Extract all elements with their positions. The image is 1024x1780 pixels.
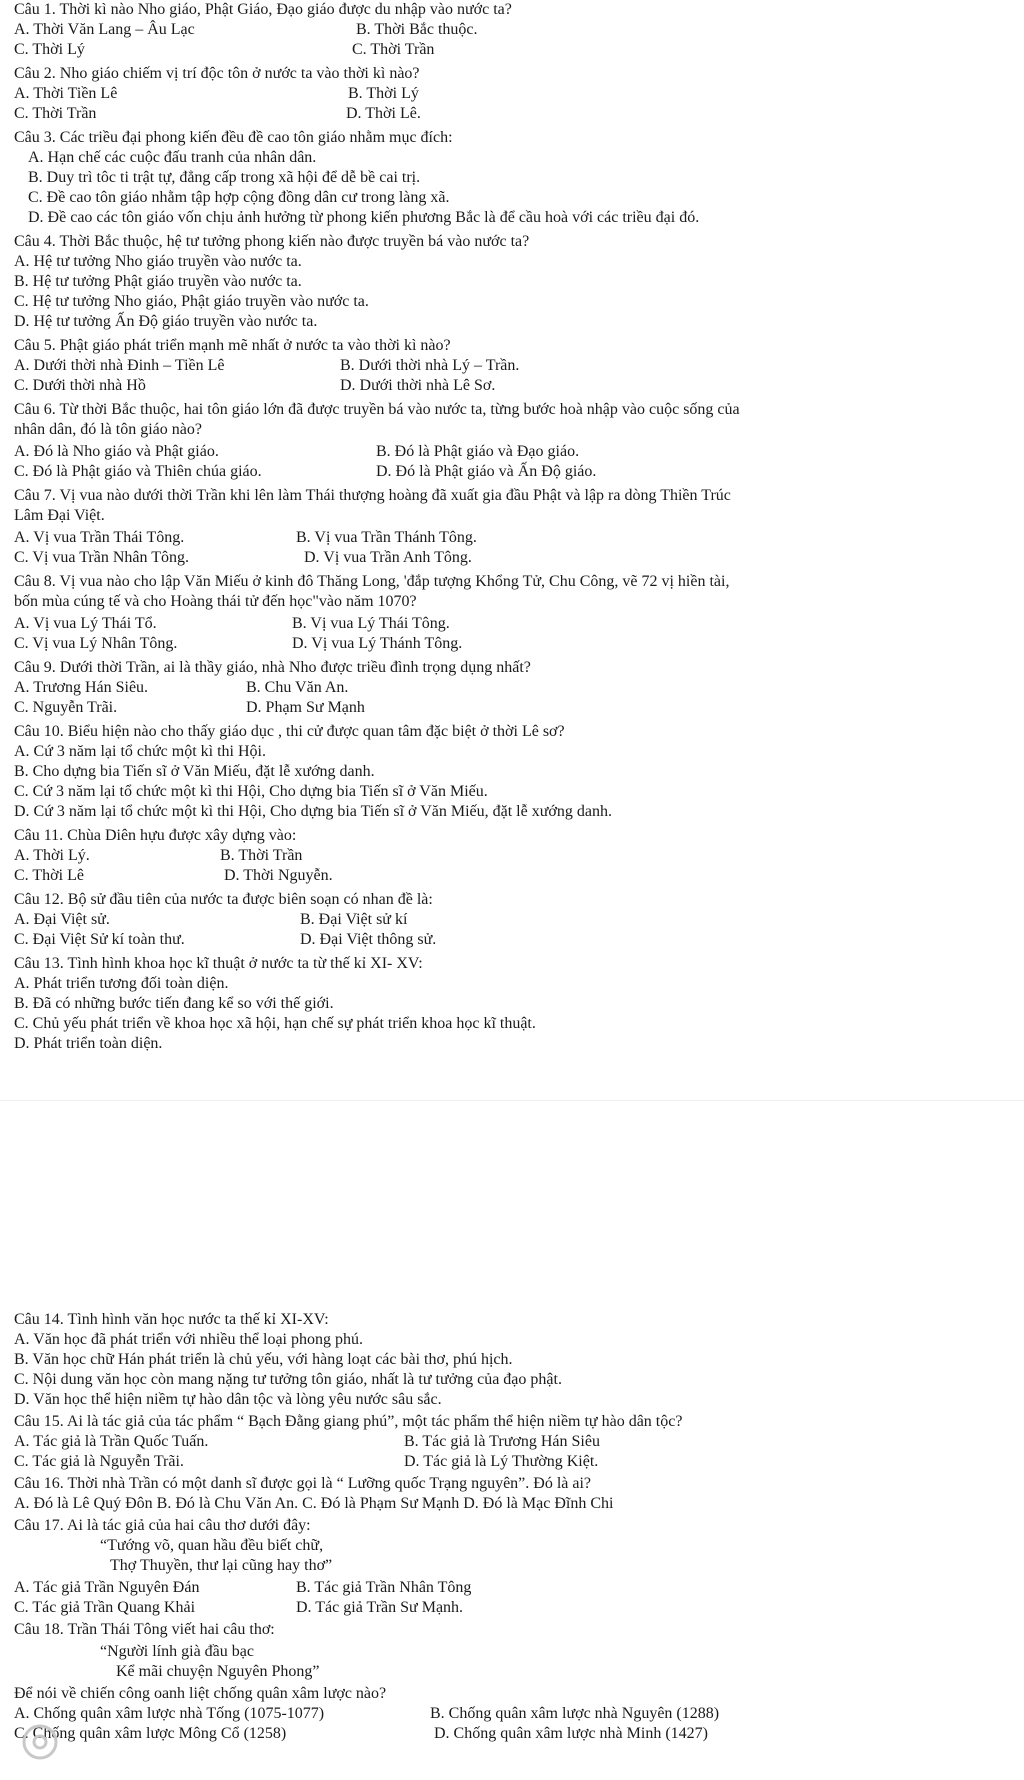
question-2-option-a: A. Thời Tiền Lê [14, 85, 118, 102]
question-16-options: A. Đó là Lê Quý Đôn B. Đó là Chu Văn An. C. Đó là Phạm Sư Mạnh D. Đó là Mạc Đĩnh Chi [14, 1495, 614, 1512]
question-18-option-d: D. Chống quân xâm lược nhà Minh (1427) [434, 1725, 708, 1742]
question-9-stem: Câu 9. Dưới thời Trần, ai là thầy giáo, nhà Nho được triều đình trọng dụng nhất? [14, 659, 531, 676]
question-6-option-c: C. Đó là Phật giáo và Thiên chúa giáo. [14, 463, 262, 480]
question-11-option-b: B. Thời Trần [220, 847, 303, 864]
question-3-option-d: D. Đề cao các tôn giáo vốn chịu ảnh hưởng từ phong kiến phương Bắc là để cầu hoà với các triều đại đó. [28, 209, 700, 226]
question-11-option-c: C. Thời Lê [14, 867, 84, 884]
question-5-option-a: A. Dưới thời nhà Đinh – Tiền Lê [14, 357, 225, 374]
question-9-option-c: C. Nguyễn Trãi. [14, 699, 118, 716]
question-4-option-b: B. Hệ tư tưởng Phật giáo truyền vào nước ta. [14, 273, 302, 290]
question-3-option-b: B. Duy trì tôc ti trật tự, đẳng cấp trong xã hội để dễ bề cai trị. [28, 169, 421, 186]
question-18-stem: Câu 18. Trần Thái Tông viết hai câu thơ: [14, 1621, 275, 1638]
question-18-verse-1: “Người lính già đầu bạc [100, 1643, 254, 1660]
question-7-option-c: C. Vị vua Trần Nhân Tông. [14, 549, 189, 566]
question-2-option-c: C. Thời Trần [14, 105, 97, 122]
question-18-option-b: B. Chống quân xâm lược nhà Nguyên (1288) [430, 1705, 720, 1722]
question-11-option-a: A. Thời Lý. [14, 847, 90, 864]
question-14-stem: Câu 14. Tình hình văn học nước ta thế kỉ XI-XV: [14, 1311, 329, 1328]
question-13-option-a: A. Phát triển tương đối toàn diện. [14, 975, 229, 992]
question-9-option-b: B. Chu Văn An. [246, 679, 349, 696]
question-17-option-d: D. Tác giả Trần Sư Mạnh. [296, 1599, 464, 1616]
question-14-option-d: D. Văn học thể hiện niềm tự hào dân tộc và lòng yêu nước sâu sắc. [14, 1391, 442, 1408]
question-18-stem-line-2: Để nói về chiến công oanh liệt chống quân xâm lược nào? [14, 1685, 387, 1702]
question-12-option-b: B. Đại Việt sử kí [300, 911, 408, 928]
question-3-option-c: C. Đề cao tôn giáo nhằm tập hợp cộng đồng dân cư trong làng xã. [28, 189, 450, 206]
question-8-stem-line-2: bốn mùa cúng tế và cho Hoàng thái tử đến học"vào năm 1070? [14, 593, 417, 610]
question-12-option-d: D. Đại Việt thông sử. [300, 931, 437, 948]
question-13-stem: Câu 13. Tình hình khoa học kĩ thuật ở nước ta từ thế kỉ XI- XV: [14, 955, 423, 972]
question-7-option-d: D. Vị vua Trần Anh Tông. [304, 549, 472, 566]
question-1-option-d: C. Thời Trần [352, 41, 435, 58]
question-12-stem: Câu 12. Bộ sử đầu tiên của nước ta được biên soạn có nhan đề là: [14, 891, 433, 908]
question-13-option-c: C. Chủ yếu phát triển về khoa học xã hội, hạn chế sự phát triển khoa học kĩ thuật. [14, 1015, 536, 1032]
question-8-option-d: D. Vị vua Lý Thánh Tông. [292, 635, 463, 652]
question-10-option-d: D. Cứ 3 năm lại tổ chức một kì thi Hội, Cho dựng bia Tiến sĩ ở Văn Miếu, đặt lễ xướng danh. [14, 803, 612, 820]
question-17-verse-1: “Tướng võ, quan hầu đều biết chữ, [100, 1537, 324, 1554]
question-8-option-b: B. Vị vua Lý Thái Tông. [292, 615, 450, 632]
question-9-option-a: A. Trương Hán Siêu. [14, 679, 149, 696]
question-1-option-b: B. Thời Bắc thuộc. [356, 21, 478, 38]
question-6-option-b: B. Đó là Phật giáo và Đạo giáo. [376, 443, 580, 460]
question-12-option-a: A. Đại Việt sử. [14, 911, 110, 928]
question-5-stem: Câu 5. Phật giáo phát triển mạnh mẽ nhất ở nước ta vào thời kì nào? [14, 337, 451, 354]
question-11-stem: Câu 11. Chùa Diên hựu được xây dựng vào: [14, 827, 297, 844]
question-13-option-d: D. Phát triển toàn diện. [14, 1035, 163, 1052]
question-14-option-b: B. Văn học chữ Hán phát triển là chủ yếu, với hàng loạt các bài thơ, phú hịch. [14, 1351, 513, 1368]
question-3-option-a: A. Hạn chế các cuộc đấu tranh của nhân dân. [28, 149, 317, 166]
question-10-option-c: C. Cứ 3 năm lại tổ chức một kì thi Hội, Cho dựng bia Tiến sĩ ở Văn Miếu. [14, 783, 488, 800]
question-18-option-a: A. Chống quân xâm lược nhà Tống (1075-1077) [14, 1705, 325, 1722]
question-8-stem-line-1: Câu 8. Vị vua nào cho lập Văn Miếu ở kinh đô Thăng Long, 'đắp tượng Khổng Tử, Chu Công, vẽ 72 vị hiền tài, [14, 573, 730, 590]
question-17-option-a: A. Tác giả Trần Nguyên Đán [14, 1579, 200, 1596]
question-15-option-b: B. Tác giả là Trương Hán Siêu [404, 1433, 600, 1450]
question-13-option-b: B. Đã có những bước tiến đang kể so với thế giới. [14, 995, 334, 1012]
question-2-option-d: D. Thời Lê. [346, 105, 421, 122]
question-5-option-d: D. Dưới thời nhà Lê Sơ. [340, 377, 496, 394]
question-8-option-c: C. Vị vua Lý Nhân Tông. [14, 635, 178, 652]
question-4-option-d: D. Hệ tư tưởng Ấn Độ giáo truyền vào nước ta. [14, 313, 318, 330]
question-4-option-c: C. Hệ tư tưởng Nho giáo, Phật giáo truyền vào nước ta. [14, 293, 369, 310]
question-18-option-c: C. Chống quân xâm lược Mông Cổ (1258) [14, 1725, 287, 1742]
question-6-option-a: A. Đó là Nho giáo và Phật giáo. [14, 443, 219, 460]
page-gap [0, 1100, 1024, 1304]
question-4-stem: Câu 4. Thời Bắc thuộc, hệ tư tưởng phong kiến nào được truyền bá vào nước ta? [14, 233, 530, 250]
question-17-stem: Câu 17. Ai là tác giả của hai câu thơ dưới đây: [14, 1517, 311, 1534]
question-16-stem: Câu 16. Thời nhà Trần có một danh sĩ được gọi là “ Lưỡng quốc Trạng nguyên”. Đó là ai? [14, 1475, 592, 1492]
question-7-stem-line-2: Lâm Đại Việt. [14, 507, 105, 524]
question-15-option-d: D. Tác giả là Lý Thường Kiệt. [404, 1453, 599, 1470]
question-4-option-a: A. Hệ tư tưởng Nho giáo truyền vào nước ta. [14, 253, 302, 270]
question-15-option-c: C. Tác giả là Nguyễn Trãi. [14, 1453, 184, 1470]
question-17-verse-2: Thợ Thuyền, thư lại cũng hay thơ” [110, 1557, 333, 1574]
question-11-option-d: D. Thời Nguyễn. [224, 867, 333, 884]
question-6-stem-line-2: nhân dân, đó là tôn giáo nào? [14, 421, 202, 438]
question-9-option-d: D. Phạm Sư Mạnh [246, 699, 365, 716]
question-block-2 [0, 1302, 1024, 1780]
question-2-option-b: B. Thời Lý [348, 85, 419, 102]
question-10-stem: Câu 10. Biểu hiện nào cho thấy giáo dục , thi cử được quan tâm đặc biệt ở thời Lê sơ? [14, 723, 565, 740]
question-7-option-b: B. Vị vua Trần Thánh Tông. [296, 529, 477, 546]
question-1-stem: Câu 1. Thời kì nào Nho giáo, Phật Giáo, Đạo giáo được du nhập vào nước ta? [14, 1, 512, 18]
question-12-option-c: C. Đại Việt Sử kí toàn thư. [14, 931, 185, 948]
question-15-option-a: A. Tác giả là Trần Quốc Tuấn. [14, 1433, 209, 1450]
question-10-option-a: A. Cứ 3 năm lại tổ chức một kì thi Hội. [14, 743, 266, 760]
question-14-option-a: A. Văn học đã phát triển với nhiều thể loại phong phú. [14, 1331, 363, 1348]
question-2-stem: Câu 2. Nho giáo chiếm vị trí độc tôn ở nước ta vào thời kì nào? [14, 65, 420, 82]
question-7-stem-line-1: Câu 7. Vị vua nào dưới thời Trần khi lên làm Thái thượng hoàng đã xuất gia đầu Phật và lập ra dòng Thiền Trúc [14, 487, 731, 504]
question-7-option-a: A. Vị vua Trần Thái Tông. [14, 529, 185, 546]
question-6-stem-line-1: Câu 6. Từ thời Bắc thuộc, hai tôn giáo lớn đã được truyền bá vào nước ta, từng bước hoà nhập vào cuộc sống của [14, 401, 740, 418]
question-17-option-c: C. Tác giả Trần Quang Khải [14, 1599, 196, 1616]
question-5-option-b: B. Dưới thời nhà Lý – Trần. [340, 357, 520, 374]
question-1-option-c: C. Thời Lý [14, 41, 85, 58]
question-5-option-c: C. Dưới thời nhà Hồ [14, 377, 146, 394]
question-10-option-b: B. Cho dựng bia Tiến sĩ ở Văn Miếu, đặt lễ xướng danh. [14, 763, 375, 780]
question-6-option-d: D. Đó là Phật giáo và Ấn Độ giáo. [376, 463, 597, 480]
question-15-stem: Câu 15. Ai là tác giả của tác phẩm “ Bạch Đằng giang phú”, một tác phẩm thể hiện niềm tự hào dân tộc? [14, 1413, 683, 1430]
question-17-option-b: B. Tác giả Trần Nhân Tông [296, 1579, 472, 1596]
question-14-option-c: C. Nội dung văn học còn mang nặng tư tưởng tôn giáo, nhất là tư tưởng của đạo phật. [14, 1371, 562, 1388]
scroll-logo-icon [20, 1722, 60, 1762]
question-18-verse-2: Kể mãi chuyện Nguyên Phong” [116, 1663, 320, 1680]
question-8-option-a: A. Vị vua Lý Thái Tổ. [14, 615, 157, 632]
question-3-stem: Câu 3. Các triều đại phong kiến đều đề cao tôn giáo nhằm mục đích: [14, 129, 453, 146]
question-1-option-a: A. Thời Văn Lang – Âu Lạc [14, 21, 195, 38]
